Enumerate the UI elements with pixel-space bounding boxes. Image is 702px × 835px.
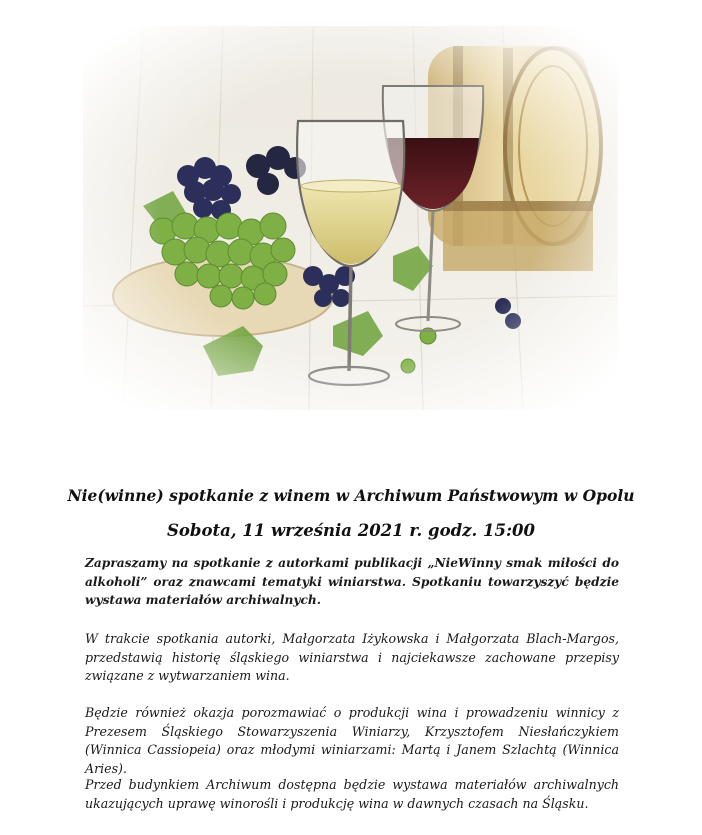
intro-paragraph: Zapraszamy na spotkanie z autorkami publikacji „NieWinny smak miłości do alkoholi” oraz znawcami tematyki winiarstwa. Spotkaniu towarzyszyć będzie wystawa materiałów archiwalnych.: [85, 556, 619, 607]
exhibition-paragraph: Przed budynkiem Archiwum dostępna będzie wystawa materiałów archiwalnych ukazujących uprawę winorośli i produkcję wina w dawnych czasach na Śląsku.: [85, 777, 619, 811]
event-date: Sobota, 11 września 2021 r. godz. 15:00: [166, 521, 535, 540]
authors-paragraph: W trakcie spotkania autorki, Małgorzata Iżykowska i Małgorzata Blach-Margos, przedstawią historię śląskiego winiarstwa i najciekawsze zachowane przepisy związane z wytwarzaniem wina.: [85, 631, 619, 683]
wine-illustration: [83, 26, 618, 410]
wine-glasses-grapes-icon: [83, 26, 618, 410]
event-title: Nie(winne) spotkanie z winem w Archiwum Państwowym w Opolu: [67, 486, 635, 505]
winemakers-paragraph: Będzie również okazja porozmawiać o produkcji wina i prowadzeniu winnicy z Prezesem Śląskiego Stowarzyszenia Winiarzy, Krzysztofem Niesłańczykiem (Winnica Cassiopeia) oraz młodymi winiarzami: Martą i Janem Szlachtą (Winnica Aries).: [85, 705, 619, 776]
